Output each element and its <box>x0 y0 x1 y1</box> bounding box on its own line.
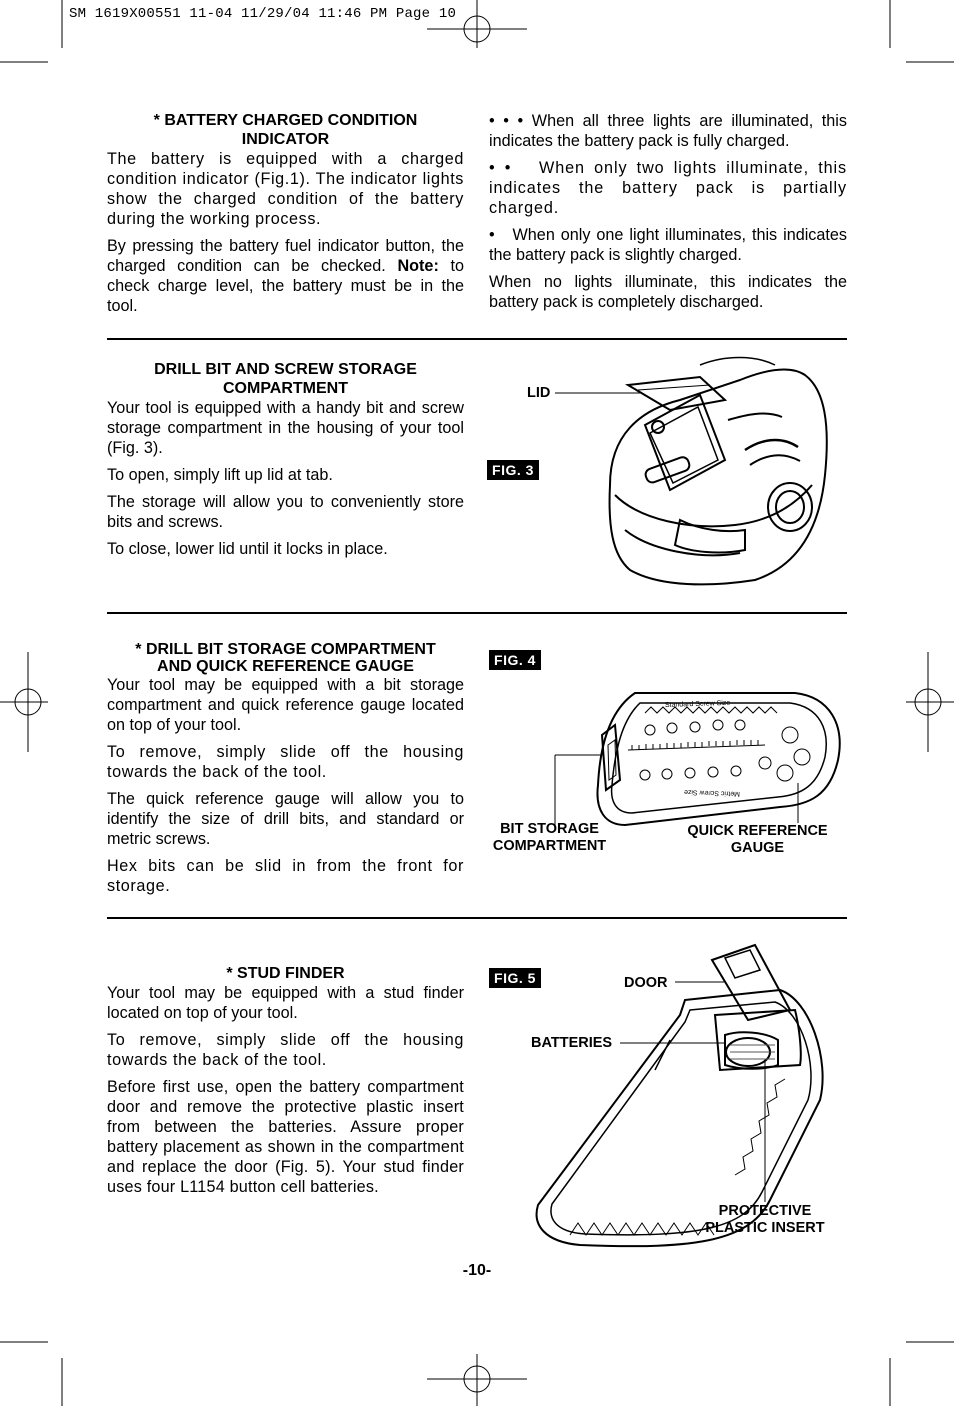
battery-indicator-right-column <box>489 111 853 319</box>
quick-reference-gauge-callout: QUICK REFERENCE GAUGE <box>687 823 828 856</box>
battery-indicator-heading: * BATTERY CHARGED CONDITION INDICATOR <box>153 112 418 148</box>
note-label: Note: <box>397 257 439 275</box>
gauge-metric-screw-text: Metric Screw Size <box>683 788 741 798</box>
door-callout: DOOR <box>624 975 668 991</box>
print-slug: SM 1619X00551 11-04 11/29/04 11:46 PM Page 10 <box>69 6 457 22</box>
fig-4-gauge-illustration <box>540 685 850 835</box>
storage-compartment-heading: DRILL BIT AND SCREW STORAGE COMPARTMENT <box>154 361 417 397</box>
storage-compartment-paragraph-3: The storage will allow you to conveniently store bits and screws. <box>107 493 464 531</box>
bit-gauge-paragraph-3: The quick reference gauge will allow you to identify the size of drill bits, and standard or metric screws. <box>107 790 464 848</box>
stud-finder-heading: * STUD FINDER <box>226 965 345 982</box>
stud-finder-paragraph-2: To remove, simply slide off the housing towards the back of the tool. <box>107 1031 464 1069</box>
two-lights-paragraph: • • When only two lights illuminate, this indicates the battery pack is partially charged. <box>489 159 853 217</box>
battery-indicator-paragraph-2-text: By pressing the battery fuel indicator button, the charged condition can be checked. <box>107 237 464 275</box>
battery-indicator-left-column <box>107 111 464 323</box>
fig-5-label: FIG. 5 <box>489 968 541 988</box>
stud-finder-column <box>107 964 464 1204</box>
storage-compartment-paragraph-4: To close, lower lid until it locks in place. <box>107 540 388 558</box>
protective-plastic-insert-callout: PROTECTIVE PLASTIC INSERT <box>705 1203 825 1236</box>
three-lights-paragraph: • • • When all three lights are illuminated, this indicates the battery pack is fully charged. <box>489 112 847 150</box>
stud-finder-paragraph-3: Before first use, open the battery compartment door and remove the protective plastic insert from between the batteries. Assure proper battery placement as shown in the compartment and replace the door (Fig. 5). Your stud finder uses four L1154 button cell batteries. <box>107 1078 464 1196</box>
section-divider-3 <box>107 917 847 919</box>
one-light-paragraph: • When only one light illuminates, this indicates the battery pack is slightly charged. <box>489 226 852 264</box>
page-number: -10- <box>462 1262 492 1279</box>
note-text: to check charge level, the battery must be in the tool. <box>107 257 464 315</box>
storage-compartment-paragraph-2: To open, simply lift up lid at tab. <box>107 466 333 484</box>
bit-gauge-column <box>107 641 464 903</box>
fig-3-label: FIG. 3 <box>487 460 539 480</box>
batteries-callout: BATTERIES <box>531 1035 613 1051</box>
storage-compartment-paragraph-1: Your tool is equipped with a handy bit and screw storage compartment in the housing of your tool (Fig. 3). <box>107 399 464 457</box>
bit-gauge-heading: * DRILL BIT STORAGE COMPARTMENT AND QUICK REFERENCE GAUGE <box>135 641 436 675</box>
battery-indicator-paragraph-1: The battery is equipped with a charged condition indicator (Fig.1). The indicator lights show the charged condition of the battery during the working process. <box>107 150 464 228</box>
section-divider-2 <box>107 612 847 614</box>
fig-3-tool-illustration <box>550 355 840 590</box>
bit-gauge-paragraph-2: To remove, simply slide off the housing towards the back of the tool. <box>107 743 464 781</box>
fig-4-label: FIG. 4 <box>489 650 541 670</box>
storage-compartment-column <box>107 360 464 566</box>
lid-callout: LID <box>527 385 551 401</box>
bit-storage-compartment-callout: BIT STORAGE COMPARTMENT <box>492 821 607 854</box>
bit-gauge-paragraph-4: Hex bits can be slid in from the front for storage. <box>107 857 464 895</box>
section-divider-1 <box>107 338 847 340</box>
no-lights-paragraph: When no lights illuminate, this indicates the battery pack is completely discharged. <box>489 273 847 311</box>
stud-finder-paragraph-1: Your tool may be equipped with a stud finder located on top of your tool. <box>107 984 464 1022</box>
bit-gauge-paragraph-1: Your tool may be equipped with a bit storage compartment and quick reference gauge located on top of your tool. <box>107 676 464 734</box>
battery-indicator-paragraph-2 <box>107 236 464 316</box>
fig-5-stud-finder-illustration <box>520 940 840 1255</box>
gauge-standard-screw-text: Standard Screw Size <box>664 699 731 709</box>
